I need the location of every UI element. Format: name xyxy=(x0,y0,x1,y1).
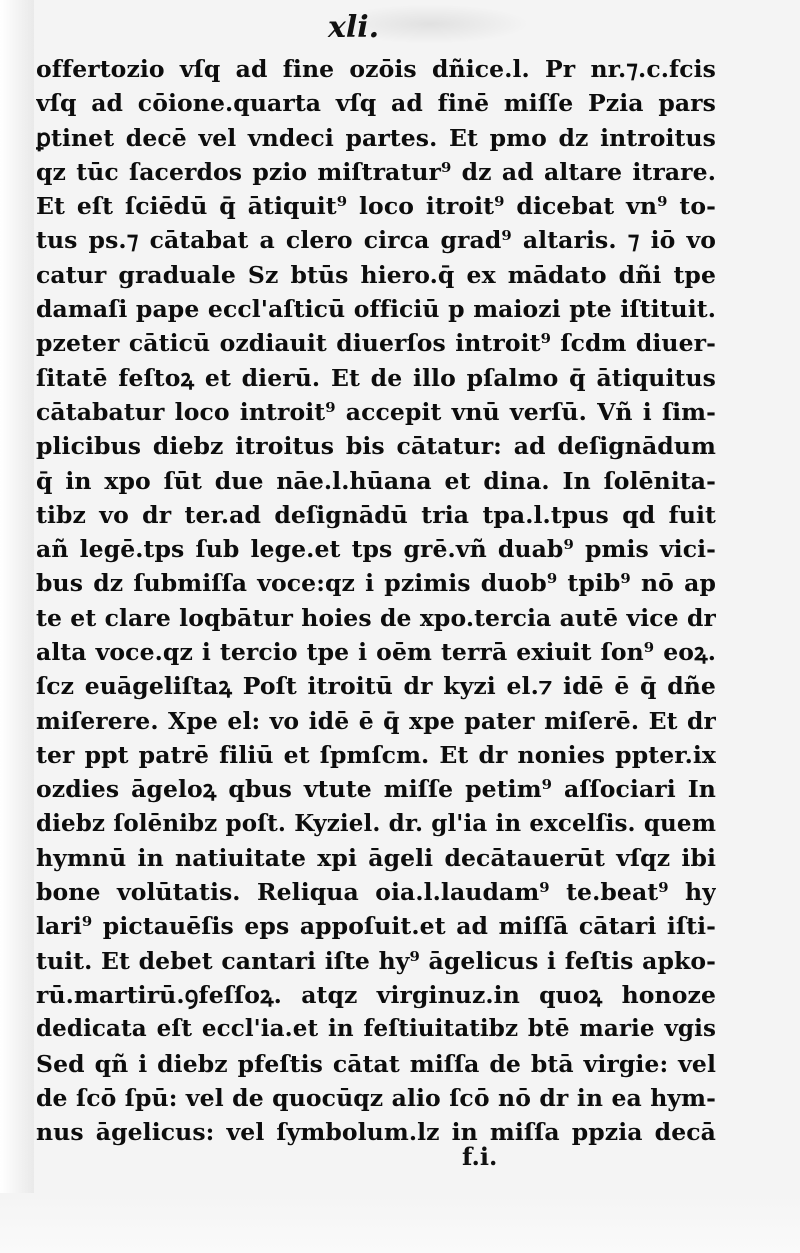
text-line: tuit. Et debet cantari iſte hy⁹ āgelicus i feſtis apko- xyxy=(36,946,716,975)
text-line: Et eſt ſciēdū q̄ ātiquit⁹ loco itroit⁹ dicebat vn⁹ to- xyxy=(36,192,716,221)
signature-mark: f.i. xyxy=(462,1142,498,1171)
text-line: catur graduale Sz btūs hiero.q̄ ex mādato dñi tpe xyxy=(36,260,716,289)
page-gutter-shadow xyxy=(0,0,34,1253)
text-line: q̄ in xpo ſūt due nāe.l.hūana et dina. In ſolēnita- xyxy=(36,466,716,495)
text-line: pzeter cāticū ozdiauit diuerſos introit⁹ ſcdm diuer- xyxy=(36,329,716,358)
text-line: bone volūtatis. Reliqua oia.l.laudam⁹ te.beat⁹ hy xyxy=(36,878,716,907)
text-line: vſq ad cōione.quarta vſq ad finē miſſe Pzia pars xyxy=(36,89,716,118)
text-line: cātabatur loco introit⁹ accepit vnū verſū. Vñ i ſim- xyxy=(36,397,716,426)
text-line: nus āgelicus: vel ſymbolum.lz in miſſa ppzia decā xyxy=(36,1118,716,1147)
text-line: de ſcō ſpū: vel de quocūqz alio ſcō nō dr in ea hym- xyxy=(36,1083,716,1112)
text-line: ꝑtinet decē vel vndeci partes. Et pmo dz introitus xyxy=(36,123,716,152)
text-line: te et clare loqbātur hoies de xpo.tercia autē vice dr xyxy=(36,603,716,632)
text-line: miſerere. Xpe el: vo idē ē q̄ xpe pater miſerē. Et dr xyxy=(36,706,716,735)
text-line: rū.martirū.ꝯfeſſoꝝ. atqz virginuz.in quoꝝ honoze xyxy=(36,981,716,1010)
page-bottom-margin xyxy=(0,1193,800,1253)
text-line: qz tūc ſacerdos pzio miſtratur⁹ dz ad altare itrare. xyxy=(36,157,716,186)
text-line: plicibus diebz itroitus bis cātatur: ad deſignādum xyxy=(36,432,716,461)
folio-number: xli. xyxy=(328,10,380,45)
page-text-block xyxy=(36,52,716,1150)
text-line: Sed qñ i diebz pfeſtis cātat miſſa de btā virgie: vel xyxy=(36,1049,716,1078)
text-line: alta voce.qz i tercio tpe i oēm terrā exiuit ſon⁹ eoꝝ. xyxy=(36,638,716,667)
text-line: ter ppt patrē filiū et ſpmſcm. Et dr nonies ppter.ix xyxy=(36,740,716,769)
text-line: bus dz ſubmiſſa voce:qz i pzimis duob⁹ tpib⁹ nō ap xyxy=(36,569,716,598)
text-line: ozdies āgeloꝝ qbus vtute miſſe petim⁹ aſſociari In xyxy=(36,775,716,804)
text-line: diebz ſolēnibz poſt. Kyziel. dr. gl'ia in excelſis. quem xyxy=(36,809,716,837)
text-line: lari⁹ pictauēſis eps appoſuit.et ad miſſā cātari iſti- xyxy=(36,912,716,941)
text-line: damaſi pape eccl'aſticū officiū p maiozi pte iſtituit. xyxy=(36,295,716,324)
text-line: ſcz euāgeliſtaꝝ Poſt itroitū dr kyzi el.⁊ idē ē q̄ dñe xyxy=(36,672,716,701)
text-line: tibz vo dr ter.ad deſignādū tria tpa.l.tpus qd fuit xyxy=(36,500,716,529)
text-line: offertozio vſq ad fine ozōis dñice.l. Pr nr.⁊.c.fcis xyxy=(36,55,716,83)
text-line: hymnū in natiuitate xpi āgeli decātauerūt vſqz ibi xyxy=(36,843,716,872)
text-line: añ legē.tps ſub lege.et tps grē.vñ duab⁹ pmis vici- xyxy=(36,535,716,564)
text-line: tus ps.⁊ cātabat a clero circa grad⁹ altaris. ⁊ iō vo xyxy=(36,226,716,255)
text-line: ſitatē feſtoꝝ et dierū. Et de illo pſalmo q̄ ātiquitus xyxy=(36,363,716,392)
text-line: dedicata eſt eccl'ia.et in feſtiuitatibz btē marie vgis xyxy=(36,1015,716,1043)
